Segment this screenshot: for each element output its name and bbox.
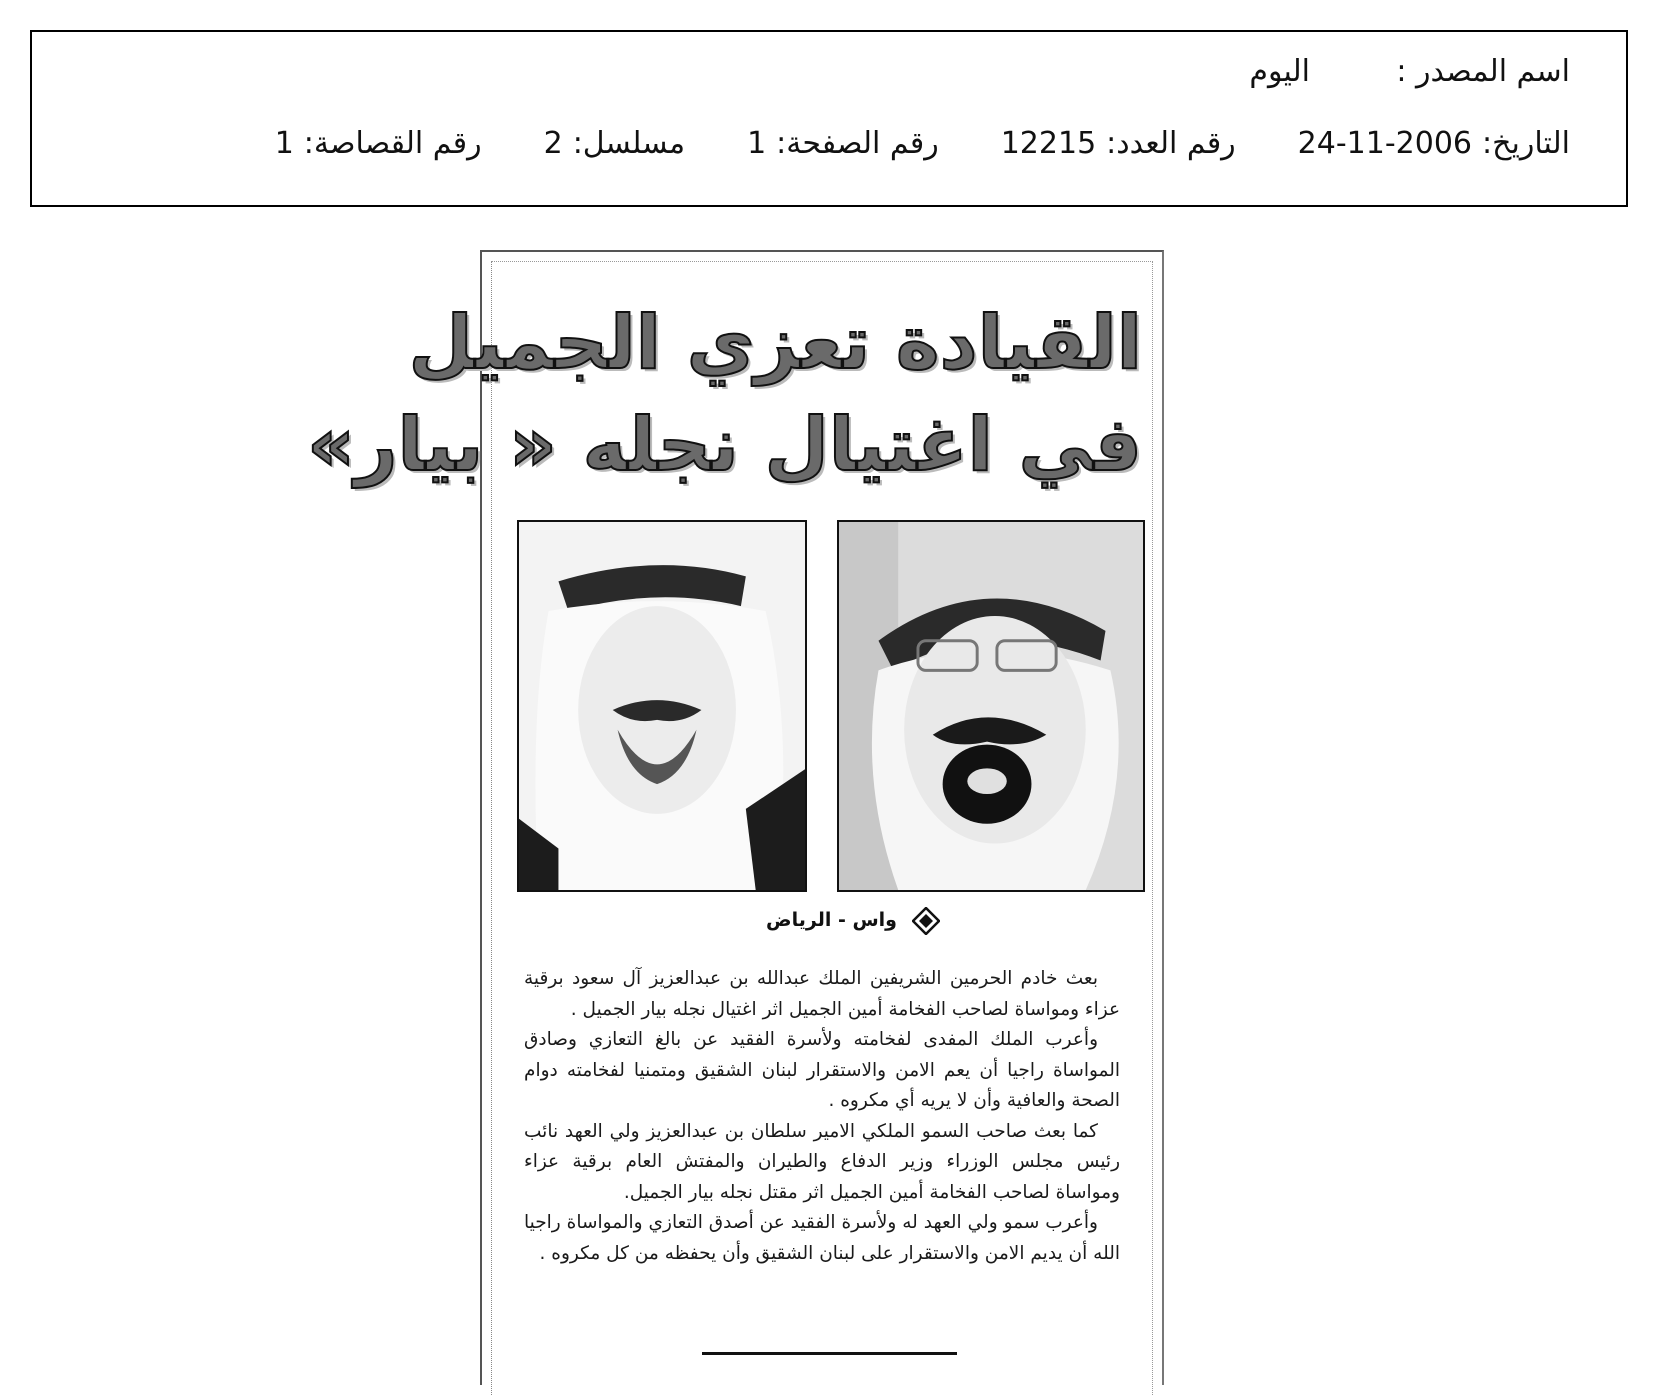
article-paragraph: وأعرب الملك المفدى لفخامته ولأسرة الفقيد عن بالغ التعازي وصادق المواساة راجيا أن يعم الامن والاستقرار لبنان الشقيق ومتمنيا لفخامته دوام الصحة والعافية وأن لا يريه أي مكروه . [524,1029,1120,1111]
metadata-box [30,30,1628,207]
photo-right [837,520,1145,892]
serial-label: مسلسل: [572,126,686,161]
details-row [72,126,1570,162]
date-label: التاريخ: [1482,126,1570,161]
clip-number-label: رقم القصاصة: [303,126,482,161]
serial-value: 2 [543,126,563,161]
byline: واس - الرياض [766,909,897,931]
photo-left [517,520,807,892]
clip-number-value: 1 [274,126,294,161]
diamond-bullet-icon [912,907,940,935]
source-value: اليوم [1249,54,1310,89]
portrait-left-image [519,522,805,890]
article-paragraph: بعث خادم الحرمين الشريفين الملك عبدالله بن عبدالعزيز آل سعود برقية عزاء ومواساة لصاحب الفخامة أمين الجميل اثر اغتيال نجله بيار الجميل . [524,968,1120,1020]
article-body [524,964,1120,1269]
headline-line-2: في اغتيال نجله « بيار» [307,402,1142,488]
page-value: 1 [747,126,767,161]
date-value: 24-11-2006 [1297,126,1473,161]
page-field [747,126,939,162]
source-label: اسم المصدر : [1396,54,1570,89]
article-end-rule [702,1352,957,1355]
issue-field [1001,126,1236,162]
article-paragraph: كما بعث صاحب السمو الملكي الامير سلطان بن عبدالعزيز ولي العهد نائب رئيس مجلس الوزراء وزير الدفاع والطيران والمفتش العام برقية عزاء ومواساة لصاحب الفخامة أمين الجميل اثر مقتل نجله بيار الجميل. [524,1120,1120,1203]
clip-number-field [275,126,482,162]
newspaper-clipping [307,250,1164,1385]
source-row [72,54,1570,90]
issue-label: رقم العدد: [1106,126,1236,161]
portrait-right-image [839,522,1143,890]
serial-field [544,126,685,162]
page-label: رقم الصفحة: [776,126,939,161]
issue-value: 12215 [1000,126,1097,161]
date-field [1298,126,1570,162]
headline-line-1: القيادة تعزي الجميل [408,300,1142,386]
article-paragraph: وأعرب سمو ولي العهد له ولأسرة الفقيد عن أصدق التعازي والمواساة راجيا الله أن يديم الامن والاستقرار على لبنان الشقيق وأن يحفظه من كل مكروه . [524,1212,1120,1264]
